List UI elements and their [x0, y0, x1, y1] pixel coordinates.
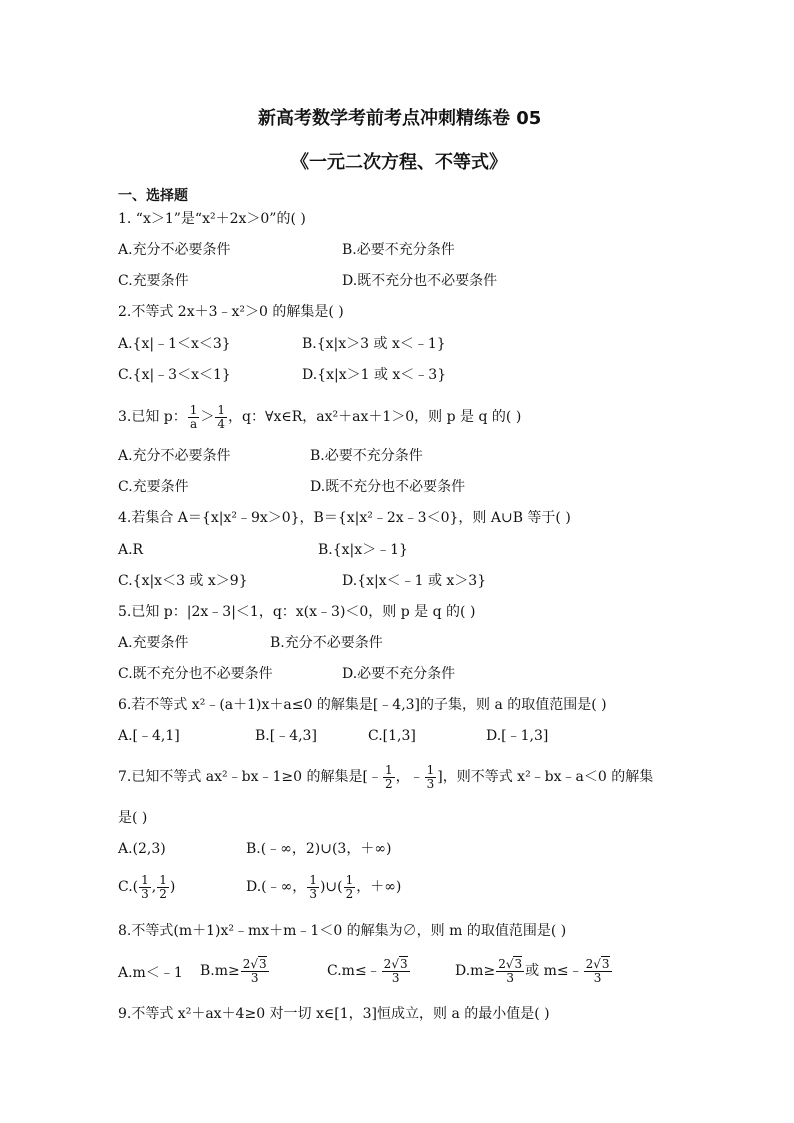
- fraction-denominator: 3: [250, 970, 259, 985]
- q5-option-b: B.充分不必要条件: [270, 635, 383, 651]
- fraction-denominator: 3: [309, 886, 317, 901]
- q7-stem: [118, 757, 653, 797]
- q3-option-c: C.充要条件: [118, 479, 189, 495]
- fraction: [157, 874, 169, 901]
- q1-option-b: B.必要不充分条件: [342, 242, 455, 258]
- q3-option-b: B.必要不充分条件: [310, 448, 423, 464]
- q7-option-c: [118, 867, 175, 907]
- q5-option-c: C.既不充分也不必要条件: [118, 666, 273, 682]
- page-title: 新高考数学考前考点冲刺精练卷 05: [258, 108, 542, 129]
- radicand: 3: [259, 956, 267, 971]
- fraction-denominator: 3: [506, 970, 514, 985]
- q8-option-c-pre: C.m≤﹣: [327, 963, 381, 979]
- page-subtitle: 《一元二次方程、不等式》: [291, 152, 507, 173]
- fraction-numerator: 1: [141, 872, 149, 887]
- q6-stem: 6.若不等式 x²﹣(a＋1)x＋a≤0 的解集是[﹣4,3]的子集，则 a 的取值范围是( ): [118, 697, 607, 713]
- coefficient: 2: [242, 956, 251, 971]
- q8-stem: 8.不等式(m＋1)x²﹣mx＋m﹣1＜0 的解集为∅，则 m 的取值范围是( ): [118, 923, 567, 939]
- q8-option-b: [200, 951, 270, 991]
- q7-option-c-pre: C.(: [118, 879, 139, 895]
- q1-option-a: A.充分不必要条件: [118, 242, 231, 258]
- radicand: 3: [399, 956, 408, 971]
- q3-stem-pre: 3.已知 p：: [118, 409, 187, 425]
- fraction: [241, 958, 269, 985]
- fraction: [188, 404, 200, 431]
- q7-option-d: [246, 867, 401, 907]
- fraction-numerator: 1: [189, 402, 198, 417]
- radicand: 3: [601, 956, 610, 971]
- q8-option-b-pre: B.m≥: [200, 963, 240, 979]
- q2-option-c: C.{x|﹣3＜x＜1}: [118, 367, 231, 383]
- section-heading: 一、选择题: [118, 188, 188, 204]
- q5-stem: 5.已知 p：|2x﹣3|＜1，q：x(x﹣3)＜0，则 p 是 q 的( ): [118, 604, 476, 620]
- radicand: 3: [514, 956, 523, 971]
- q9-stem: 9.不等式 x²＋ax＋4≥0 对一切 x∈[1，3]恒成立，则 a 的最小值是( ): [118, 1006, 550, 1022]
- fraction: [344, 874, 356, 901]
- fraction: [382, 958, 410, 985]
- q7-stem-continued: 是( ): [118, 810, 148, 826]
- q4-option-b: B.{x|x＞﹣1}: [318, 542, 408, 558]
- q7-stem-post: ]，则不等式 x²﹣bx﹣a＜0 的解集: [437, 769, 654, 785]
- fraction: [307, 874, 319, 901]
- q3-option-a: A.充分不必要条件: [118, 448, 231, 464]
- q7-option-d-mid: )∪(: [319, 879, 343, 895]
- fraction-numerator: 1: [426, 762, 435, 777]
- q8-option-c: [327, 951, 411, 991]
- q1-option-c: C.充要条件: [118, 273, 189, 289]
- q8-option-d-mid: 或 m≤﹣: [525, 963, 583, 979]
- q3-stem-post: ，q：∀x∈R，ax²＋ax＋1＞0，则 p 是 q 的( ): [228, 409, 522, 425]
- q4-stem: 4.若集合 A＝{x|x²﹣9x＞0}，B＝{x|x²﹣2x﹣3＜0}，则 A∪B 等于( ): [118, 510, 571, 526]
- fraction-numerator: 2√3: [383, 956, 408, 971]
- q8-option-d: [455, 951, 613, 991]
- fraction-denominator: 2: [159, 886, 167, 901]
- q6-option-d: D.[﹣1,3]: [486, 728, 549, 744]
- fraction-numerator: 2√3: [242, 956, 267, 971]
- q3-stem: [118, 397, 521, 437]
- fraction: [215, 404, 227, 431]
- q7-option-d-pre: D.(﹣∞，: [246, 879, 307, 895]
- q2-option-a: A.{x|﹣1＜x＜3}: [118, 336, 231, 352]
- fraction-denominator: 3: [391, 970, 400, 985]
- q4-option-d: D.{x|x＜﹣1 或 x＞3}: [342, 573, 487, 589]
- q7-stem-pre: 7.已知不等式 ax²﹣bx﹣1≥0 的解集是[﹣: [118, 769, 382, 785]
- fraction-denominator: 3: [593, 970, 602, 985]
- q3-option-d: D.既不充分也不必要条件: [310, 479, 466, 495]
- q4-option-a: A.R: [118, 542, 144, 558]
- q2-stem: 2.不等式 2x＋3﹣x²＞0 的解集是( ): [118, 304, 344, 320]
- q2-option-b: B.{x|x＞3 或 x＜﹣1}: [302, 336, 446, 352]
- q1-stem: 1. “x＞1”是“x²＋2x＞0”的( ): [118, 211, 306, 227]
- fraction-denominator: 4: [217, 416, 226, 431]
- fraction-numerator: 2√3: [498, 956, 523, 971]
- fraction: [584, 958, 612, 985]
- fraction-denominator: 3: [141, 886, 149, 901]
- fraction-numerator: 2√3: [585, 956, 610, 971]
- fraction-denominator: 3: [426, 776, 435, 791]
- fraction: [425, 764, 437, 791]
- fraction-denominator: 2: [384, 776, 393, 791]
- fraction-numerator: 1: [309, 872, 317, 887]
- q7-option-b: B.(﹣∞，2)∪(3，＋∞): [246, 841, 392, 857]
- coefficient: 2: [383, 956, 392, 971]
- q6-option-b: B.[﹣4,3]: [255, 728, 317, 744]
- fraction-numerator: 1: [217, 402, 226, 417]
- q2-option-d: D.{x|x＞1 或 x＜﹣3}: [302, 367, 447, 383]
- coefficient: 2: [498, 956, 506, 971]
- coefficient: 2: [585, 956, 594, 971]
- q7-option-c-mid: ,: [151, 879, 157, 895]
- fraction-denominator: 2: [345, 886, 354, 901]
- q8-option-d-pre: D.m≥: [455, 963, 496, 979]
- q7-option-d-post: ，＋∞): [356, 879, 402, 895]
- fraction-denominator: a: [190, 416, 198, 431]
- q1-option-d: D.既不充分也不必要条件: [342, 273, 498, 289]
- q6-option-c: C.[1,3]: [368, 728, 416, 744]
- q4-option-c: C.{x|x＜3 或 x＞9}: [118, 573, 248, 589]
- q3-gt-sign: ＞: [200, 409, 215, 425]
- fraction: [139, 874, 151, 901]
- q5-option-a: A.充要条件: [118, 635, 189, 651]
- fraction-numerator: 1: [345, 872, 354, 887]
- q7-stem-mid: ，﹣: [395, 769, 424, 785]
- fraction: [383, 764, 395, 791]
- q7-option-a: A.(2,3): [118, 841, 166, 857]
- fraction-numerator: 1: [159, 872, 167, 887]
- fraction-numerator: 1: [384, 762, 393, 777]
- q8-option-a: A.m＜﹣1: [118, 965, 183, 981]
- fraction: [496, 958, 524, 985]
- q5-option-d: D.必要不充分条件: [342, 666, 456, 682]
- q7-option-c-post: ): [169, 879, 176, 895]
- q6-option-a: A.[﹣4,1]: [118, 728, 180, 744]
